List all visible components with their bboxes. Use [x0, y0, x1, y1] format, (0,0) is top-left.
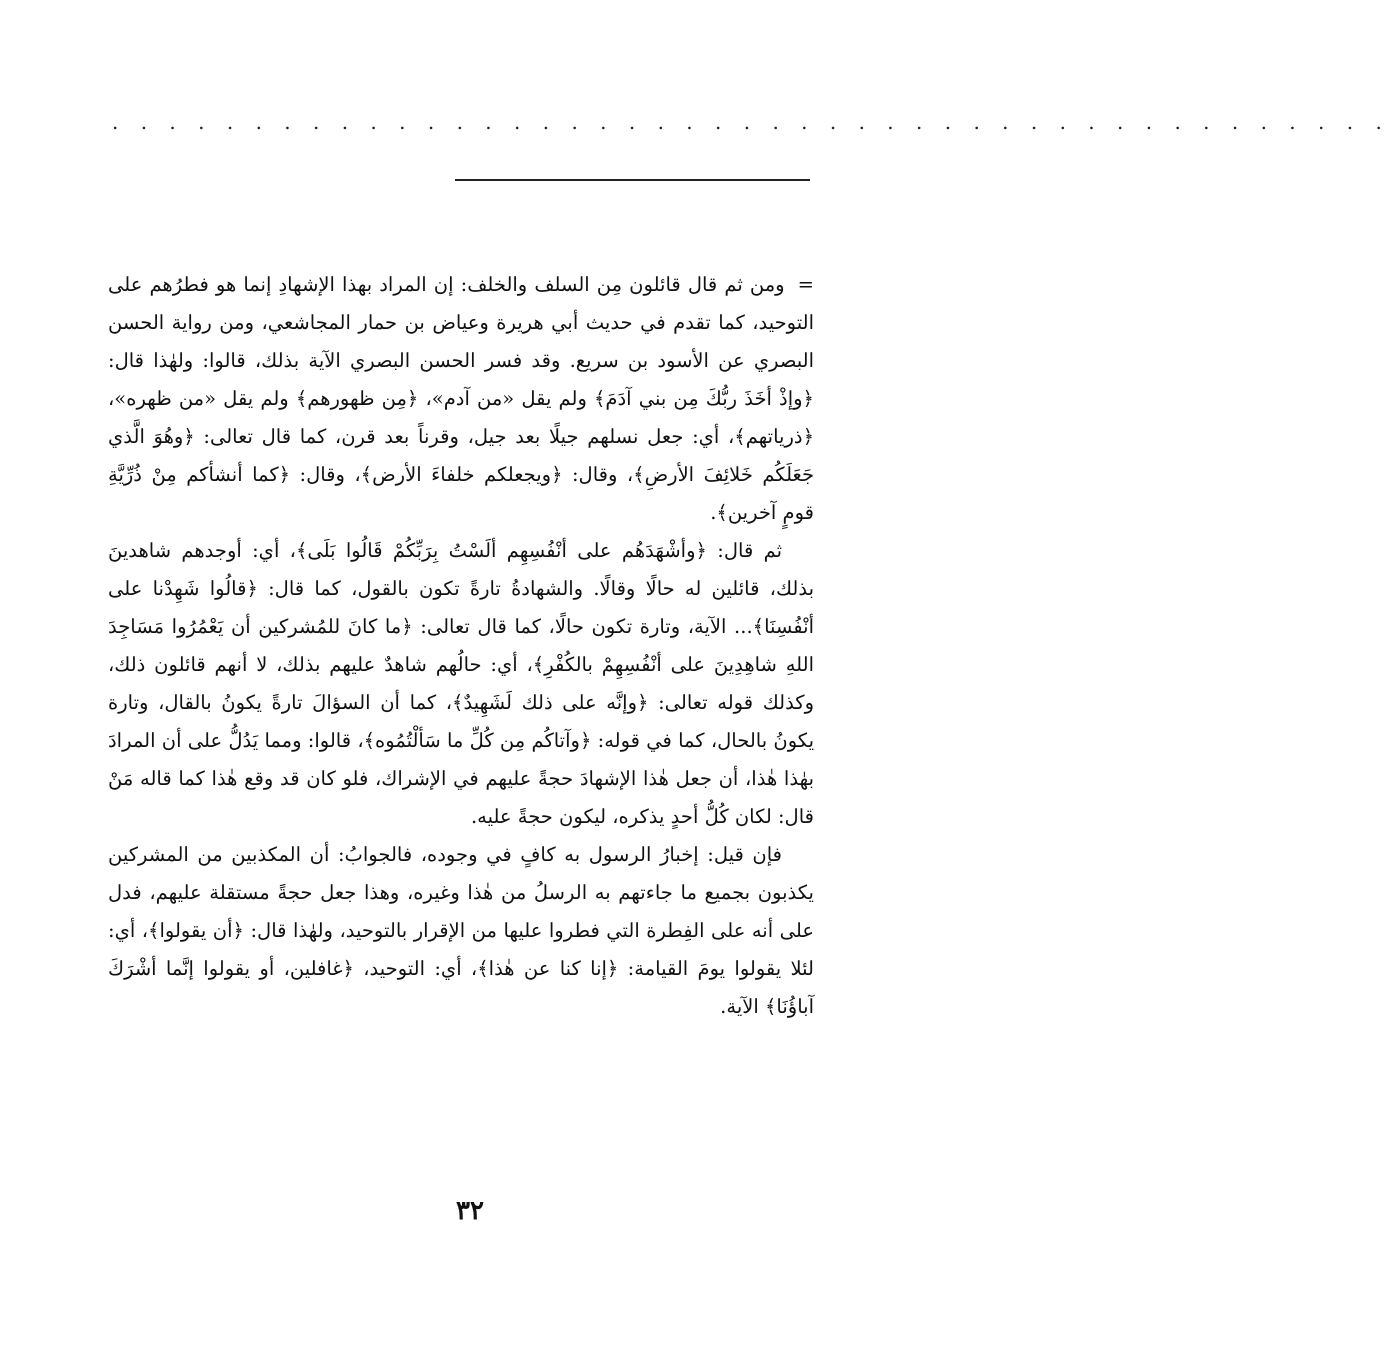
page-body: [108, 266, 814, 1026]
paragraph-1-text: ومن ثم قال قائلون مِن السلف والخلف: إن المراد بهذا الإشهادِ إنما هو فطرُهم على التوحيد، كما تقدم في حديث أبي هريرة وعياض بن حمار المجاشعي، ومن رواية الحسن البصري عن الأسود بن سريع. وقد فسر الحسن البصري الآية بذلك، قالوا: ولهٰذا قال: ﴿وإذْ أخَذَ ربُّكَ مِن بني آدَمَ﴾ ولم يقل «من آدم»، ﴿مِن ظهورهم﴾ ولم يقل «من ظهره»، ﴿ذرياتهم﴾، أي: جعل نسلهم جيلًا بعد جيل، وقرناً بعد قرن، كما قال تعالى: ﴿وهُوَ الَّذي جَعَلَكُم خَلائِفَ الأرضِ﴾، وقال: ﴿ويجعلكم خلفاءَ الأرض﴾، وقال: ﴿كما أنشأكم مِنْ ذُرِّيَّةِ قومٍ آخرين﴾.: [108, 273, 814, 524]
paragraph-3: [108, 836, 814, 1026]
paragraph-3-text: فإن قيل: إخبارُ الرسول به كافٍ في وجوده، فالجوابُ: أن المكذبين من المشركين يكذبون بجميع ما جاءتهم به الرسلُ من هٰذا وغيره، وهذا جعل حجةً مستقلة عليهم، فدل على أنه على الفِطرة التي فطروا عليها من الإقرار بالتوحيد، ولهٰذا قال: ﴿أن يقولوا﴾، أي: لئلا يقولوا يومَ القيامة: ﴿إنا كنا عن هٰذا﴾، أي: التوحيد، ﴿غافلين، أو يقولوا إنَّما أشْرَكَ آباؤُنَا﴾ الآية.: [108, 843, 814, 1018]
continuation-mark: =: [797, 273, 815, 296]
paragraph-2-text: ثم قال: ﴿وأشْهَدَهُم على أنْفُسِهِم ألَسْتُ بِرَبِّكُمْ قَالُوا بَلَى﴾، أي: أوجدهم شاهدينَ بذلك، قائلين له حالًا وقالًا. والشهادةُ تارةً تكون بالقول، كما قال: ﴿قالُوا شَهِدْنا على أنْفُسِنَا﴾... الآية، وتارة تكون حالًا، كما قال تعالى: ﴿ما كانَ للمُشركين أن يَعْمُرُوا مَسَاجِدَ اللهِ شاهِدِينَ على أنْفُسِهِمْ بالكُفْرِ﴾، أي: حالُهم شاهدٌ عليهم بذلك، لا أنهم قائلون ذلك، وكذلك قوله تعالى: ﴿وإنَّه على ذلك لَشَهِيدٌ﴾، كما أن السؤالَ تارةً يكونُ بالقال، وتارة يكونُ بالحال، كما في قوله: ﴿وآتاكُم مِن كُلِّ ما سَألْتُمُوه﴾، قالوا: ومما يَدُلُّ على أن المرادَ بهٰذا هٰذا، أن جعل هٰذا الإشهادَ حجةً عليهم في الإشراك، فلو كان قد وقع هٰذا كما قاله مَنْ قال: لكان كُلُّ أحدٍ يذكره، ليكون حجةً عليه.: [108, 539, 814, 828]
footnote-separator-line: [455, 179, 810, 181]
paragraph-1: [108, 266, 814, 532]
paragraph-2: [108, 532, 814, 836]
footnote-separator-dots: . . . . . . . . . . . . . . . . . . . . . . . . . . . . . . . . . . . . . . . . . . . . .: [112, 110, 1390, 134]
page-number: ٣٢: [456, 1196, 484, 1226]
